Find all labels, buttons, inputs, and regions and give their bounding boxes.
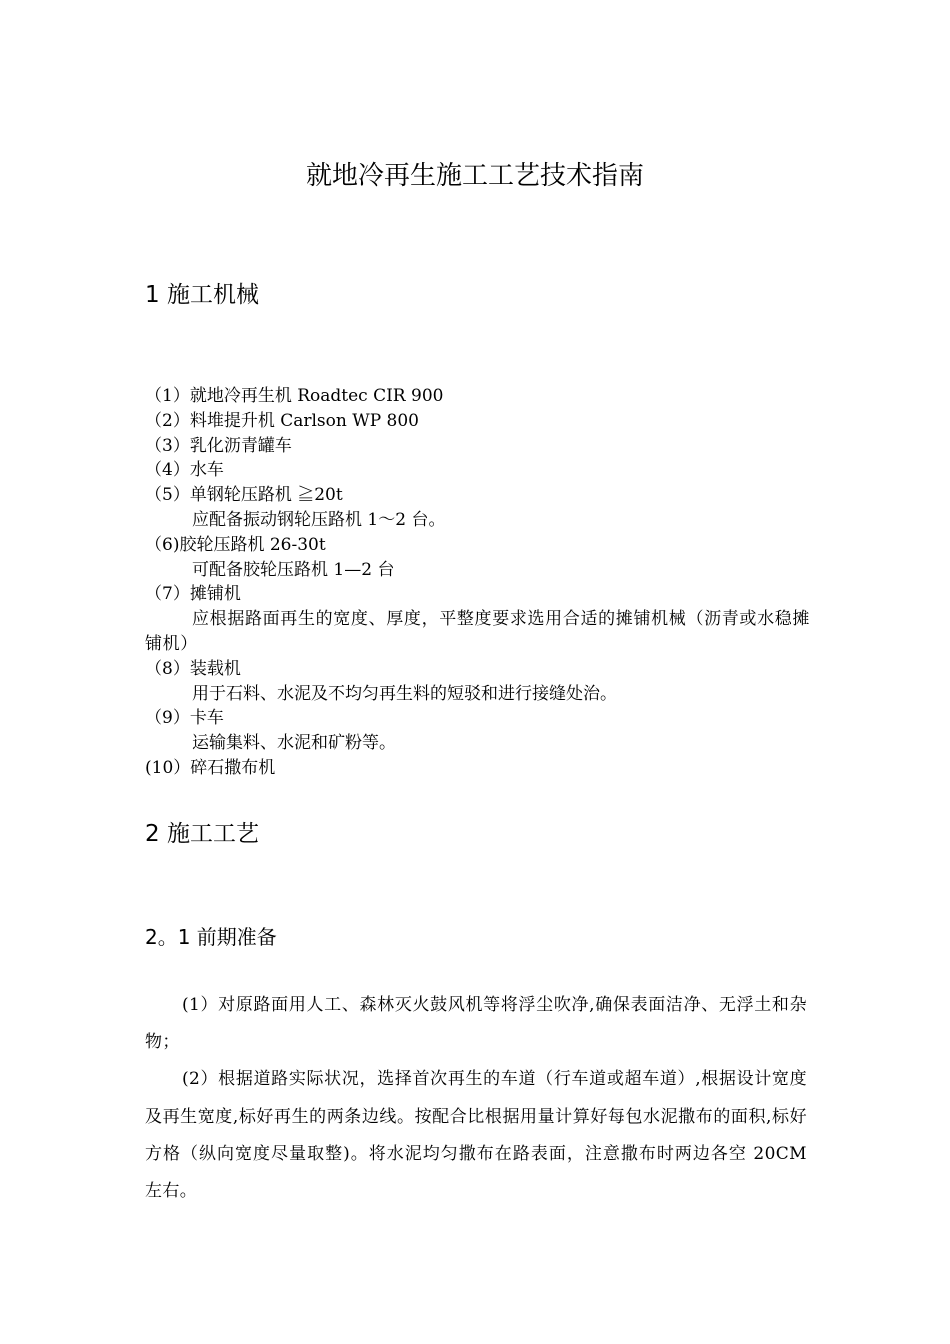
list-item: （4）水车: [145, 460, 224, 481]
list-item-note: 运输集料、水泥和矿粉等。: [192, 733, 396, 754]
list-item-note: 可配备胶轮压路机 1—2 台: [192, 559, 395, 580]
paragraph: (2）根据道路实际状况，选择首次再生的车道（行车道或超车道）,根据设计宽度及再生宽度,标好再生的两条边线。按配合比根据用量计算好每包水泥撒布的面积,标好方格（纵向宽度尽量取整)。将水泥均匀撒布在路表面，注意撒布时两边各空 20CM 左右。: [145, 1069, 807, 1202]
paragraph: (1）对原路面用人工、森林灭火鼓风机等将浮尘吹净,确保表面洁净、无浮土和杂物；: [145, 995, 807, 1053]
list-item: （5）单钢轮压路机 ≧20t: [145, 485, 343, 506]
section-heading-process: 2 施工工艺: [145, 821, 259, 847]
list-item: （2）料堆提升机 Carlson WP 800: [145, 410, 420, 431]
machinery-list: [145, 384, 810, 781]
list-item: （8）装载机: [145, 658, 241, 679]
list-item: （1）就地冷再生机 Roadtec CIR 900: [145, 386, 444, 406]
list-item: （6)胶轮压路机 26-30t: [145, 534, 326, 555]
section-heading-machinery: 1 施工机械: [145, 282, 259, 308]
list-item-note: 应根据路面再生的宽度、厚度，平整度要求选用合适的摊铺机械（沥青或水稳摊铺机）: [145, 609, 810, 654]
list-item: （3）乳化沥青罐车: [145, 435, 292, 456]
list-item: （9）卡车: [145, 708, 224, 729]
list-item-note: 用于石料、水泥及不均匀再生料的短驳和进行接缝处治。: [192, 683, 617, 704]
subsection-heading-preparation: 2。1 前期准备: [145, 925, 277, 949]
list-item: (10）碎石撒布机: [145, 757, 276, 778]
preparation-paragraphs: [145, 987, 807, 1210]
list-item: （7）摊铺机: [145, 584, 241, 605]
list-item-note: 应配备振动钢轮压路机 1～2 台。: [192, 509, 446, 530]
document-title: 就地冷再生施工工艺技术指南: [305, 161, 644, 191]
